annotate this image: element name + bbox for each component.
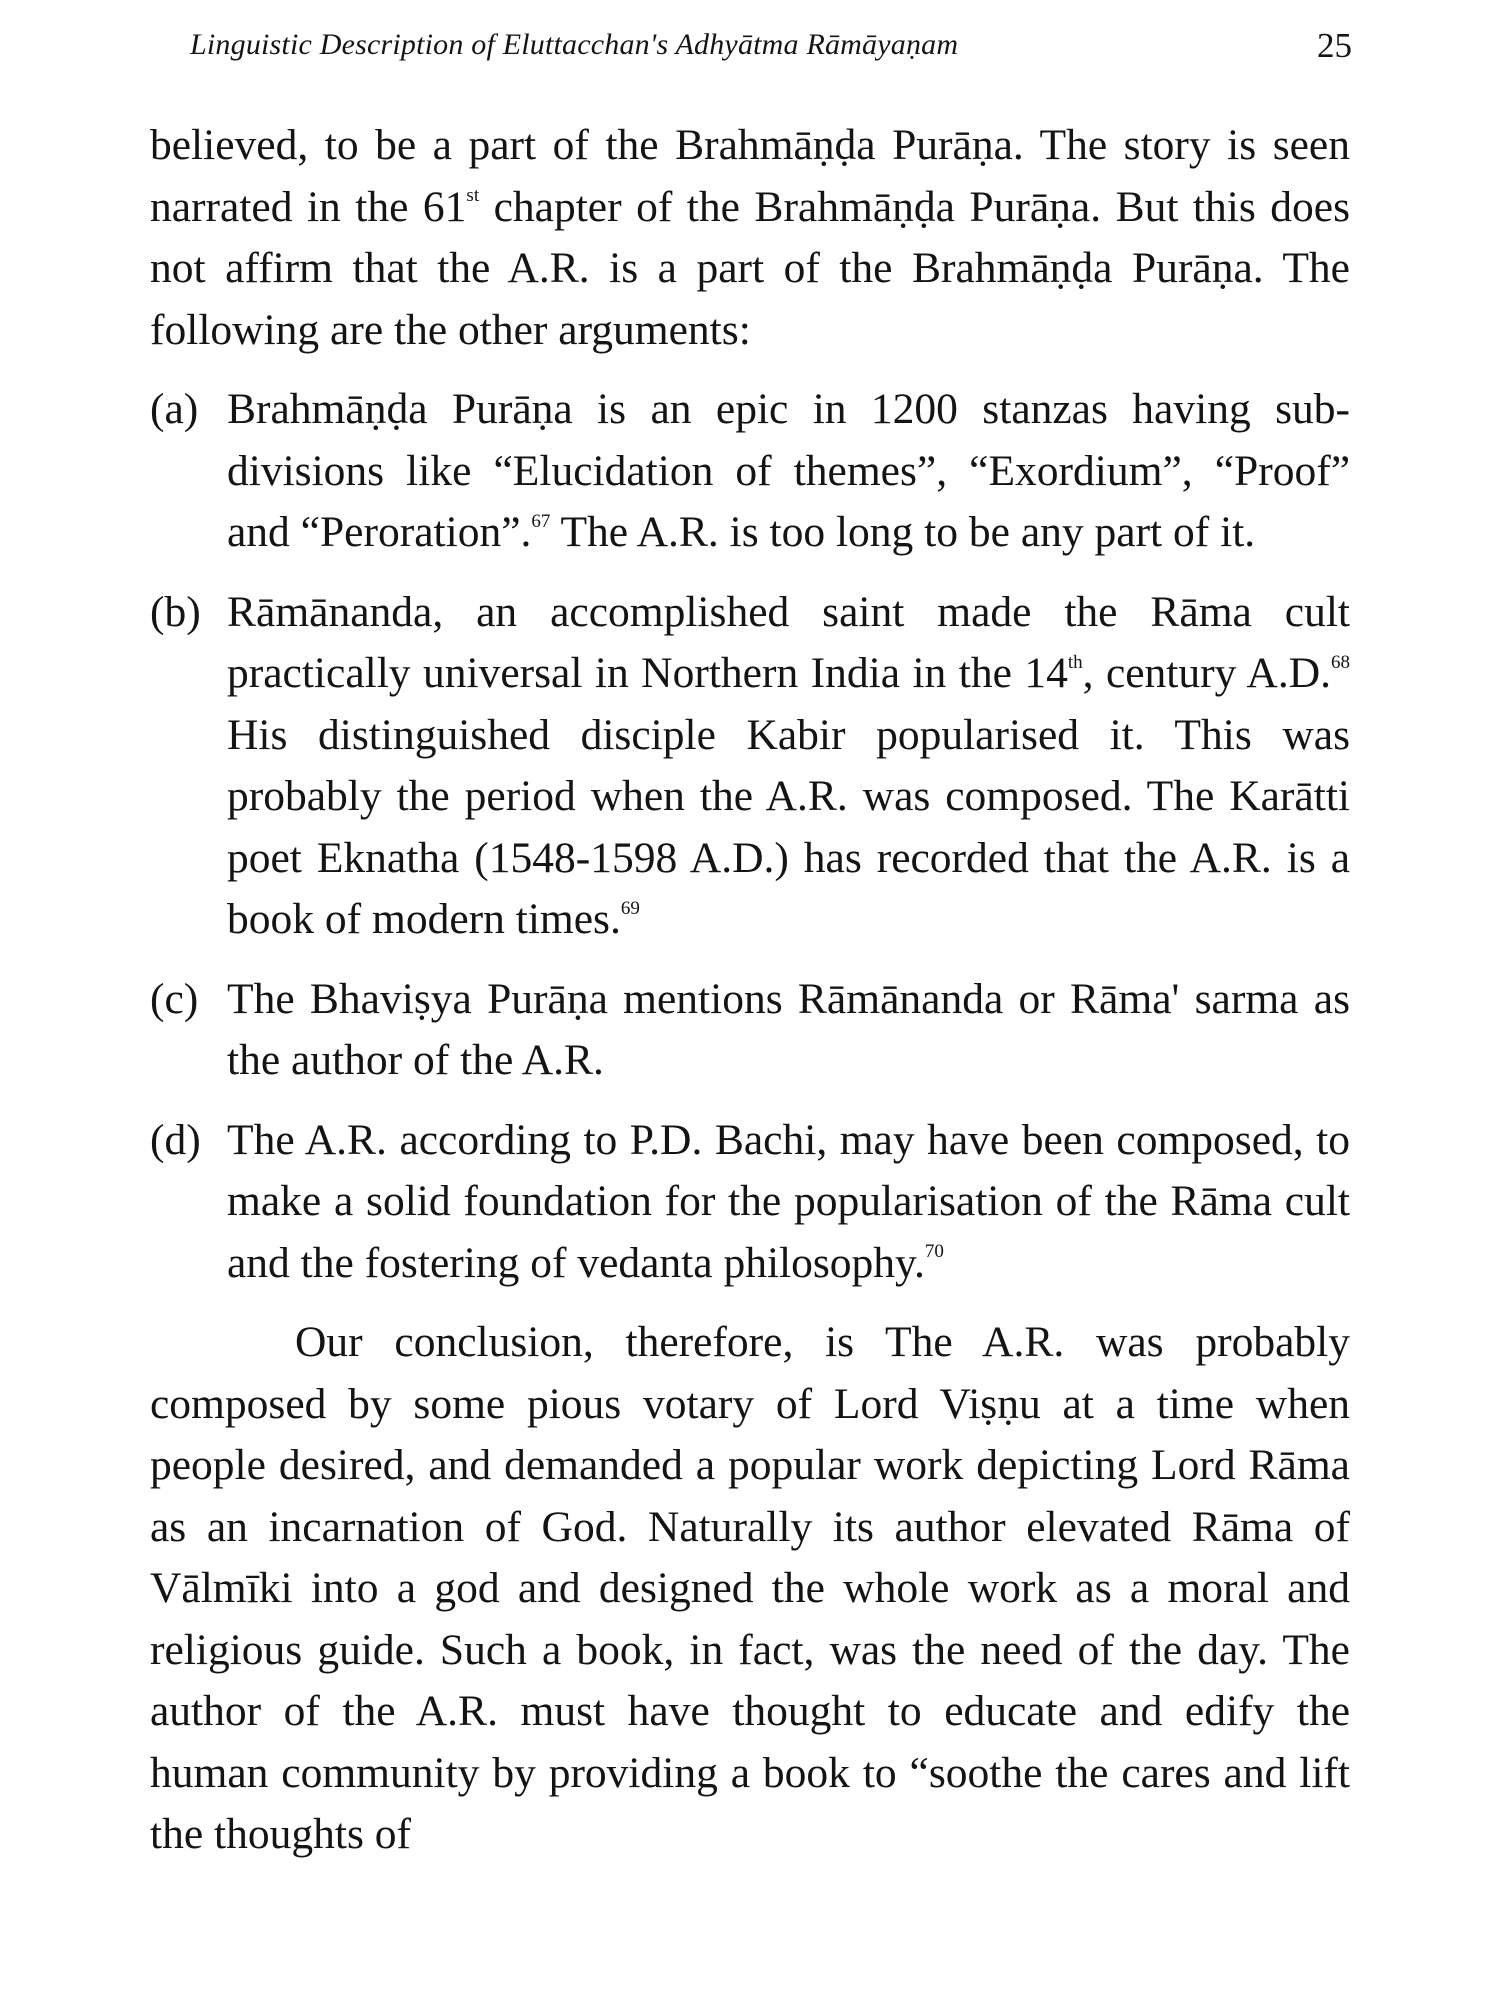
argument-item-c xyxy=(150,969,1350,1092)
argument-text: The Bhaviṣya Purāṇa mentions Rāmānanda or Rāma' sarma as the author of the A.R. xyxy=(227,974,1350,1084)
argument-item-a xyxy=(150,379,1350,564)
intro-text-continued: chapter of the Brahmāṇḍa Purāṇa. But this does not affirm that the A.R. is a part of the Brahmāṇḍa Purāṇa. The following are the other arguments: xyxy=(150,182,1350,354)
argument-text-middle: , century A.D. xyxy=(1082,649,1332,697)
intro-text: believed, to be a part of the Brahmāṇḍa Purāṇa. The story is seen narrated in the 61 xyxy=(150,121,1350,231)
argument-text: The A.R. according to P.D. Bachi, may have been composed, to make a solid foundation for the popularisation of the Rāma cult and the fostering of vedanta philosophy. xyxy=(227,1115,1350,1287)
running-title: Linguistic Description of Eluttacchan's Adhyātma Rāmāyaṇam xyxy=(190,28,959,61)
body-text xyxy=(150,115,1350,1866)
footnote-marker: 69 xyxy=(620,897,640,919)
argument-text-continued: His distinguished disciple Kabir popularised it. This was probably the period when the A.R. was composed. The Karātti poet Eknatha (1548-1598 A.D.) has recorded that the A.R. is a book of modern times. xyxy=(227,710,1350,943)
argument-text: Brahmāṇḍa Purāṇa is an epic in 1200 stanzas having sub-divisions like “Elucidation of themes”, “Exordium”, “Proof” and “Peroration”. xyxy=(227,385,1350,556)
footnote-marker: 70 xyxy=(924,1241,944,1262)
intro-paragraph xyxy=(150,115,1350,361)
ordinal-suffix: th xyxy=(1067,651,1083,673)
argument-label: (d) xyxy=(150,1115,201,1164)
argument-item-b xyxy=(150,582,1350,951)
argument-text-continued: The A.R. is too long to be any part of it. xyxy=(550,508,1256,556)
argument-label: (b) xyxy=(150,587,201,636)
argument-label: (a) xyxy=(150,385,199,433)
argument-item-d xyxy=(150,1110,1350,1295)
running-header xyxy=(190,28,1352,72)
page-number: 25 xyxy=(1317,26,1352,65)
conclusion-paragraph: Our conclusion, therefore, is The A.R. was probably composed by some pious votary of Lord Viṣṇu at a time when people desired, and demanded a popular work depicting Lord Rāma as an incarnation of God. Naturally its author elevated Rāma of Vālmīki into a god and designed the whole work as a moral and religious guide. Such a book, in fact, was the need of the day. The author of the A.R. must have thought to educate and edify the human community by providing a book to “soothe the cares and lift the thoughts of xyxy=(150,1318,1350,1858)
ordinal-suffix: st xyxy=(466,185,480,206)
footnote-marker: 68 xyxy=(1331,651,1351,673)
footnote-marker: 67 xyxy=(531,510,551,532)
argument-list xyxy=(150,379,1350,1294)
argument-text: Rāmānanda, an accomplished saint made the Rāma cult practically universal in Northern India in the 14 xyxy=(227,587,1350,697)
argument-label: (c) xyxy=(150,974,199,1023)
